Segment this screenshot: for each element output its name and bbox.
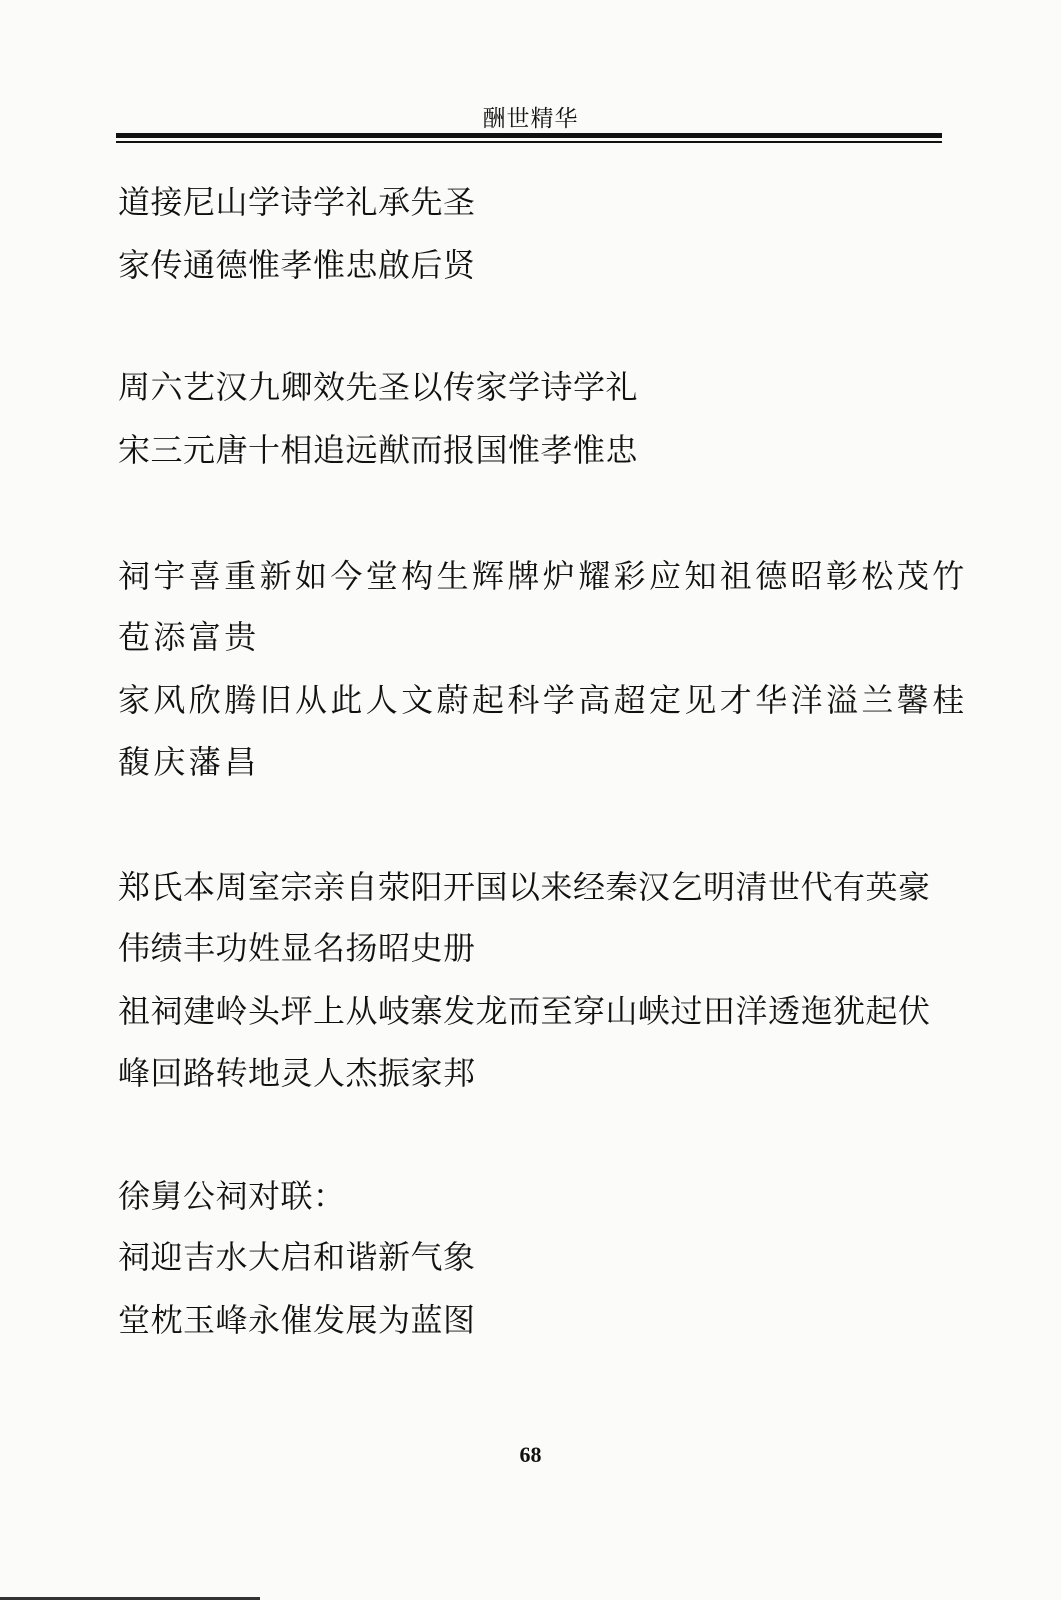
- couplet-line-6: 苞添富贵: [118, 618, 260, 656]
- couplet-line-7: 家风欣腾旧从此人文蔚起科学高超定见才华洋溢兰馨桂: [118, 681, 968, 719]
- header-rule-thick: [116, 133, 942, 138]
- couplet-line-4: 宋三元唐十相追远猷而报国惟孝惟忠: [118, 431, 639, 469]
- couplet-line-10: 伟绩丰功姓显名扬昭史册: [118, 929, 476, 967]
- couplet-line-9: 郑氏本周室宗亲自荥阳开国以来经秦汉乞明清世代有英豪: [118, 868, 931, 906]
- couplet-line-1: 道接尼山学诗学礼承先圣: [118, 183, 476, 221]
- couplet-line-2: 家传通德惟孝惟忠啟后贤: [118, 246, 476, 284]
- couplet-line-11: 祖祠建岭头坪上从岐寨发龙而至穿山峡过田洋透迤犹起伏: [118, 992, 931, 1030]
- couplet-line-5: 祠宇喜重新如今堂构生辉牌炉耀彩应知祖德昭彰松茂竹: [118, 557, 968, 595]
- couplet-line-13: 祠迎吉水大启和谐新气象: [118, 1238, 476, 1276]
- couplet-line-14: 堂枕玉峰永催发展为蓝图: [118, 1301, 476, 1339]
- header-rule-thin: [116, 141, 942, 143]
- header-title: 酬世精华: [482, 106, 579, 132]
- page-number: 68: [519, 1442, 542, 1467]
- couplet-line-3: 周六艺汉九卿效先圣以传家学诗学礼: [118, 368, 639, 406]
- couplet-line-12: 峰回路转地灵人杰振家邦: [118, 1054, 476, 1092]
- section-heading: 徐舅公祠对联：: [118, 1177, 346, 1215]
- couplet-line-8: 馥庆藩昌: [118, 743, 260, 781]
